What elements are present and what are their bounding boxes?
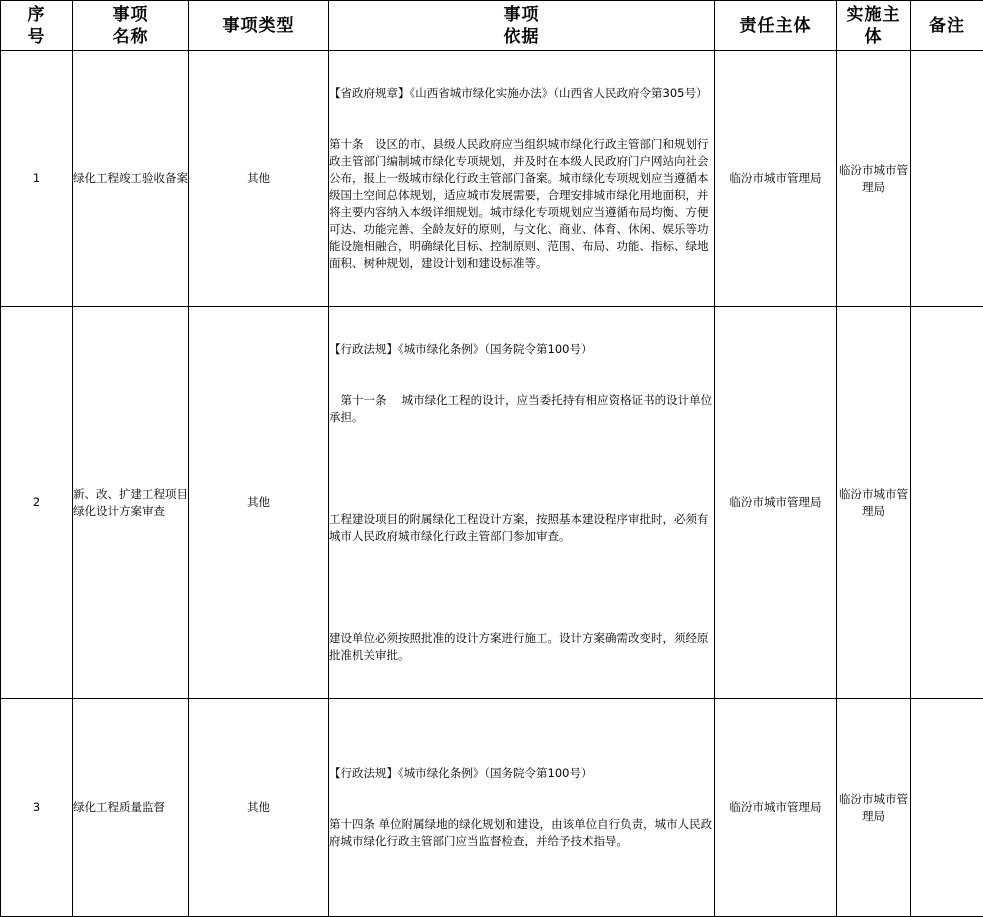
basis-line: 工程建设项目的附属绿化工程设计方案，按照基本建设程序审批时，必须有城市人民政府城市绿化行政主管部门参加审查。 [329,511,714,545]
row-implementer: 临汾市城市管理局 [837,51,911,307]
row-name: 新、改、扩建工程项目绿化设计方案审查 [73,307,189,699]
row-subject: 临汾市城市管理局 [715,51,837,307]
row-remark [911,51,983,307]
row-implementer: 临汾市城市管理局 [837,307,911,699]
table-row [1,51,983,307]
row-implementer: 临汾市城市管理局 [837,699,911,917]
basis-line [329,579,714,596]
row-basis [329,699,715,917]
row-remark [911,307,983,699]
header-row [1,1,983,51]
table-row [1,699,983,917]
row-type: 其他 [189,699,329,917]
header-remark: 备注 [911,1,983,51]
basis-line: 【行政法规】《城市绿化条例》（国务院令第100号） [329,765,714,782]
row-name: 绿化工程质量监督 [73,699,189,917]
basis-line: 第十四条 单位附属绿地的绿化规划和建设，由该单位自行负责，城市人民政府城市绿化行政主管部门应当监督检查，并给予技术指导。 [329,816,714,850]
basis-line: 第十一条 城市绿化工程的设计，应当委托持有相应资格证书的设计单位承担。 [329,392,714,426]
row-no: 3 [1,699,73,917]
row-type: 其他 [189,307,329,699]
header-basis: 事项 依据 [329,1,715,51]
header-implementer: 实施主 体 [837,1,911,51]
row-basis [329,307,715,699]
header-subject: 责任主体 [715,1,837,51]
row-type: 其他 [189,51,329,307]
row-basis [329,51,715,307]
basis-line: 【行政法规】《城市绿化条例》（国务院令第100号） [329,341,714,358]
row-subject: 临汾市城市管理局 [715,699,837,917]
header-no: 序 号 [1,1,73,51]
row-no: 1 [1,51,73,307]
header-name: 事项 名称 [73,1,189,51]
basis-line: 【省政府规章】《山西省城市绿化实施办法》（山西省人民政府令第305号） [329,85,714,102]
basis-line: 建设单位必须按照批准的设计方案进行施工。设计方案确需改变时，须经原批准机关审批。 [329,630,714,664]
table-row [1,307,983,699]
row-name: 绿化工程竣工验收备案 [73,51,189,307]
basis-line [329,460,714,477]
basis-line: 第十条 设区的市、县级人民政府应当组织城市绿化行政主管部门和规划行政主管部门编制城市绿化专项规划，并及时在本级人民政府门户网站向社会公布，报上一级城市绿化行政主管部门备案。城市绿化专项规划应当遵循本级国土空间总体规划，适应城市发展需要，合理安排城市绿化用地面积，并将主要内容纳入本级详细规划。城市绿化专项规划应当遵循布局均衡、方便可达、功能完善、全龄友好的原则，与文化、商业、体育、休闲、娱乐等功能设施相融合，明确绿化目标、控制原则、范围、布局、功能、指标、绿地面积、树种规划，建设计划和建设标准等。 [329,136,714,272]
header-type: 事项类型 [189,1,329,51]
row-remark [911,699,983,917]
row-no: 2 [1,307,73,699]
row-subject: 临汾市城市管理局 [715,307,837,699]
